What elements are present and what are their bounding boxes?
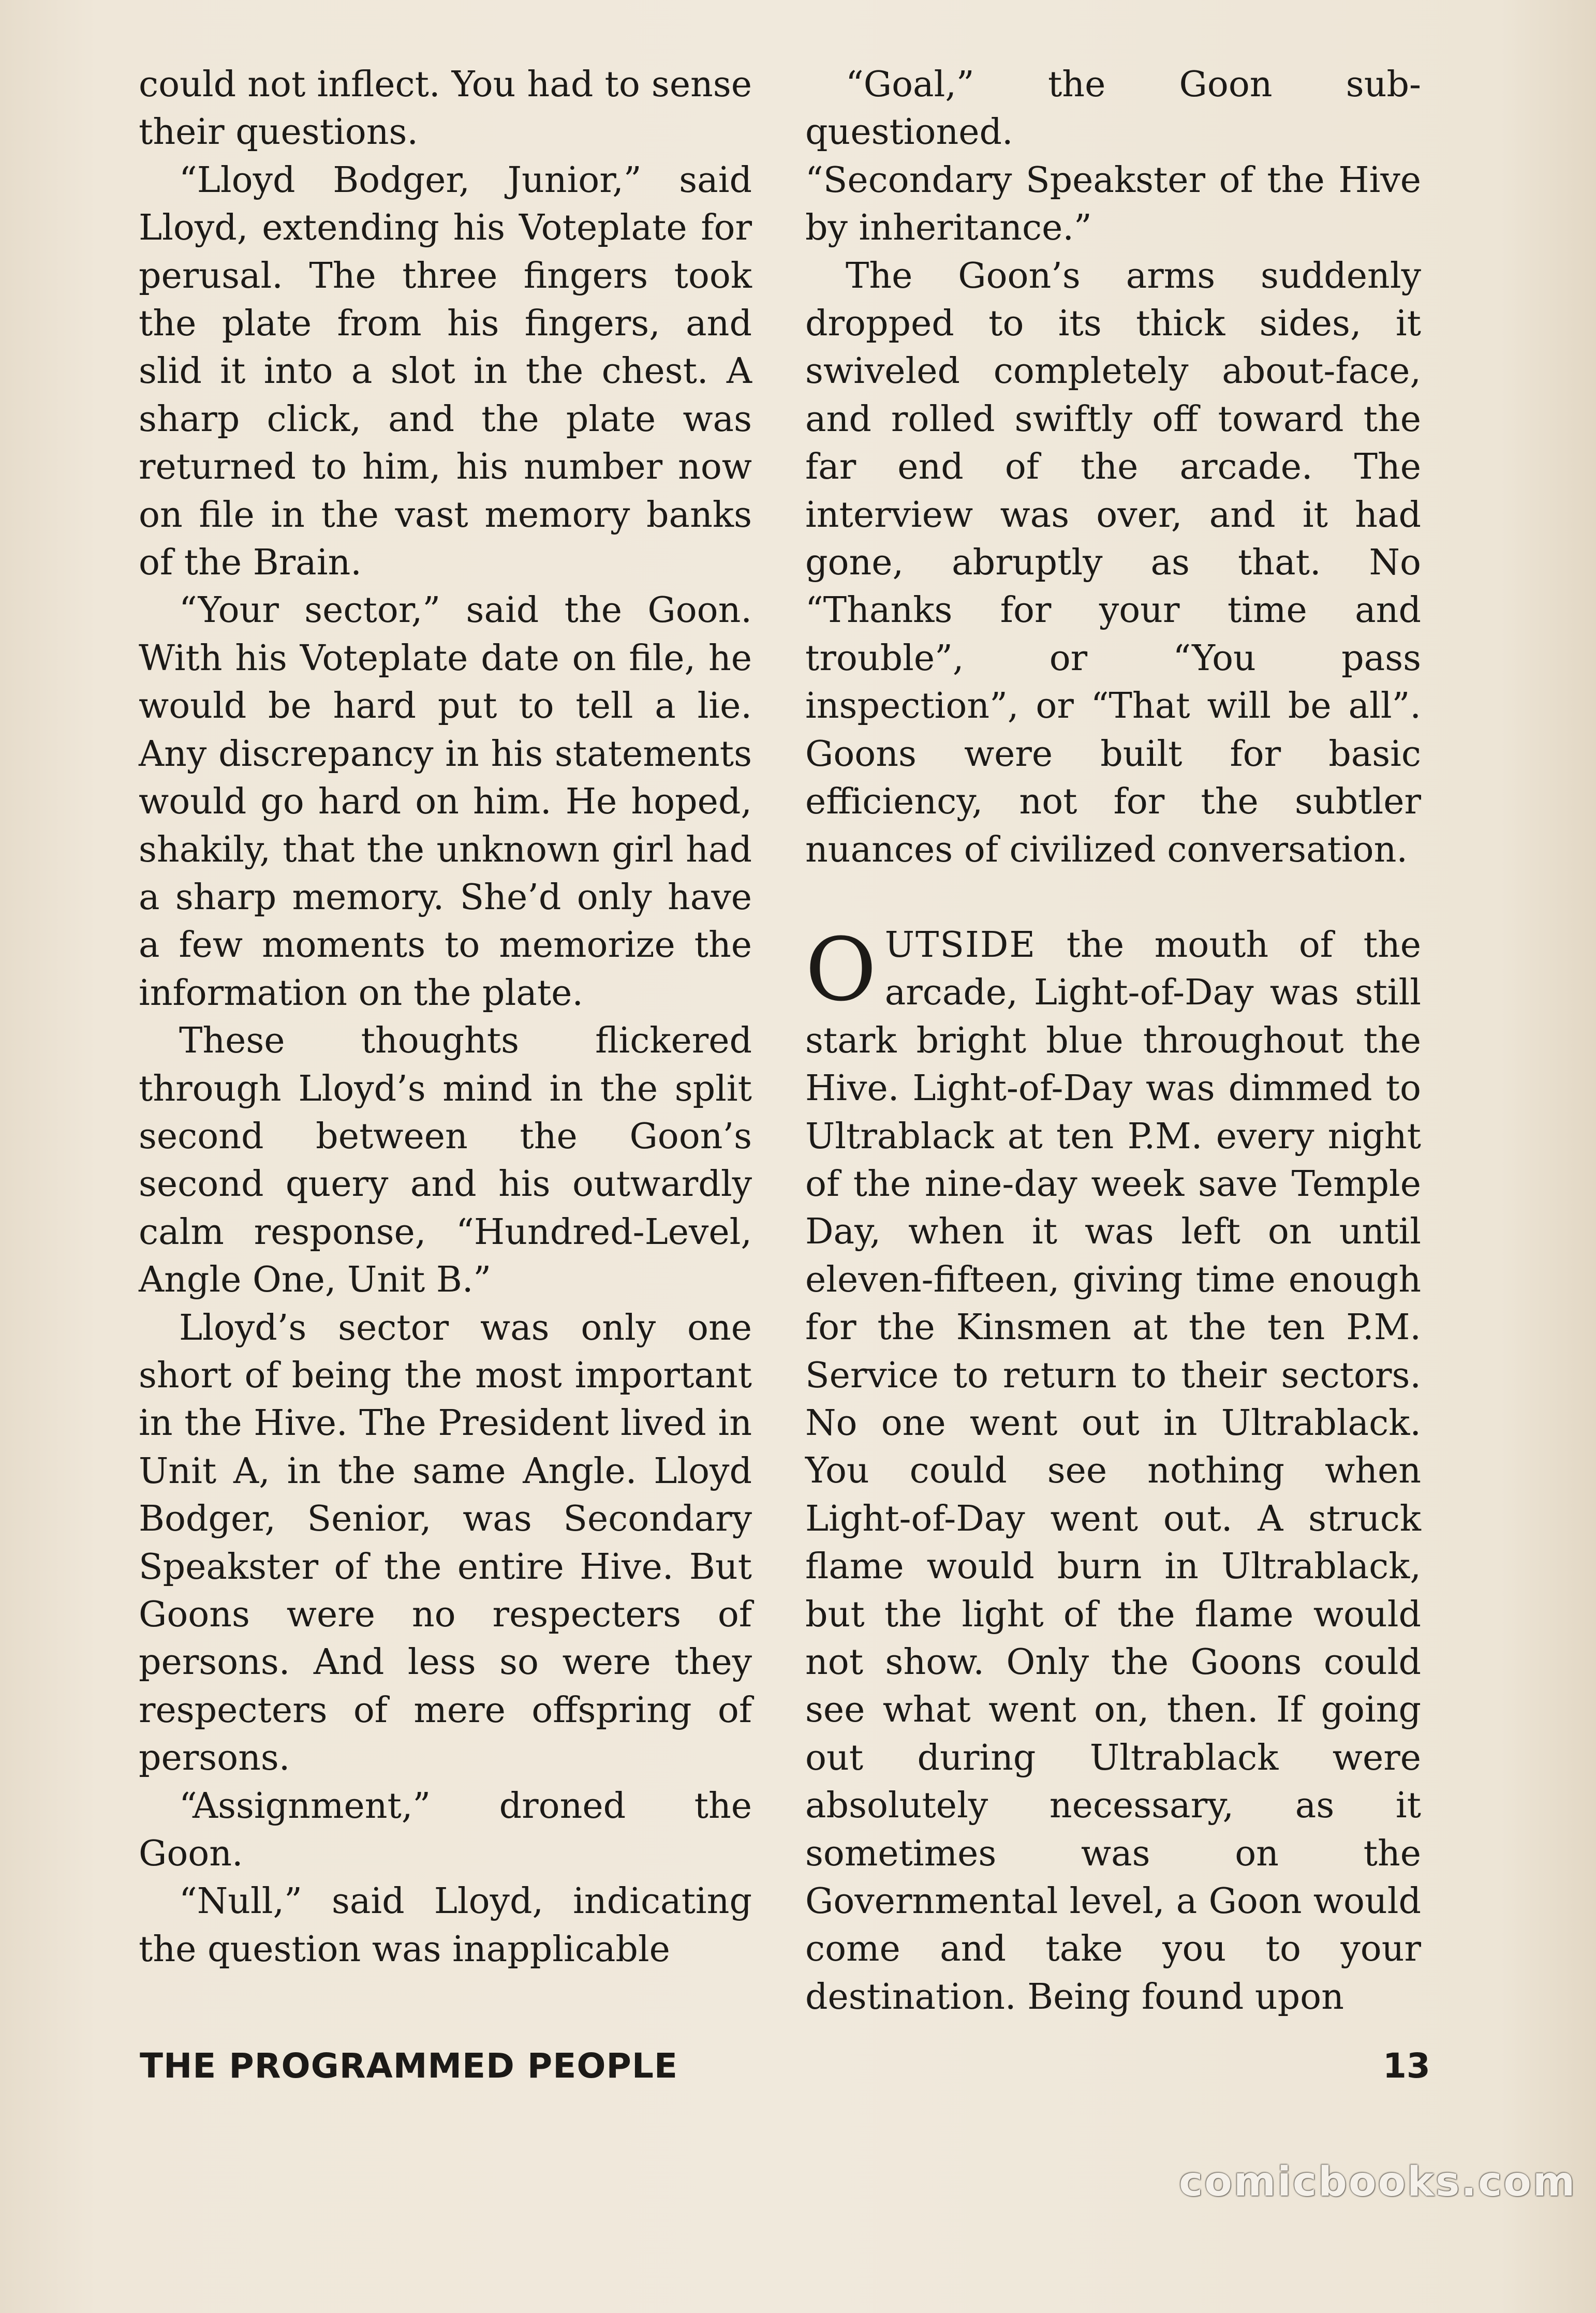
paragraph: could not inflect. You had to sense their questions.	[139, 64, 752, 153]
site-watermark: comicbooks.com	[1179, 2159, 1577, 2205]
paragraph: “Goal,” the Goon sub-questioned.	[805, 64, 1421, 153]
paragraph: “Assignment,” droned the Goon.	[139, 1785, 752, 1875]
section-opening-paragraph	[805, 918, 1421, 2021]
paragraph: “Your sector,” said the Goon. With his Voteplate date on file, he would be hard put to tell a lie. Any discrepancy in his statements would go hard on him. He hoped, shakily, that the unknown girl had a sharp memory. She’d only have a few moments to memorize the information on the plate.	[139, 590, 752, 1014]
paragraph: “Secondary Speakster of the Hive by inheritance.”	[805, 159, 1421, 249]
paragraph: The Goon’s arms suddenly dropped to its thick sides, it swiveled completely about-face, and rolled swiftly off toward the far end of the arcade. The interview was over, and it had gone, abruptly as that. No “Thanks for your time and trouble”, or “You pass inspection”, or “That will be all”. Goons were built for basic efficiency, not for the subtler nuances of civilized conversation.	[805, 255, 1421, 870]
paragraph: These thoughts flickered through Lloyd’s mind in the split second between the Goon’s second query and his outwardly calm response, “Hundred-Level, Angle One, Unit B.”	[139, 1020, 752, 1301]
left-text-column	[139, 61, 752, 1974]
drop-cap: O	[805, 918, 877, 1020]
running-title: THE PROGRAMMED PEOPLE	[140, 2046, 678, 2086]
paragraph: “Lloyd Bodger, Junior,” said Lloyd, extending his Voteplate for perusal. The three fingers took the plate from his fingers, and slid it into a slot in the chest. A sharp click, and the plate was returned to him, his number now on file in the vast memory banks of the Brain.	[139, 159, 752, 584]
paragraph: “Null,” said Lloyd, indicating the question was inapplicable	[139, 1881, 752, 1970]
right-text-column	[805, 61, 1421, 2021]
lead-word: UTSIDE	[884, 924, 1037, 966]
page-number: 13	[1383, 2046, 1430, 2086]
paragraph-text: the mouth of the arcade, Light-of-Day was still stark bright blue throughout the Hive. Light-of-Day was dimmed to Ultrablack at ten P.M. every night of the nine-day week save Temple Day, when it was left on until eleven-fifteen, giving time enough for the Kinsmen at the ten P.M. Service to return to their sectors. No one went out in Ultrablack. You could see nothing when Light-of-Day went out. A struck flame would burn in Ultrablack, but the light of the flame would not show. Only the Goons could see what went on, then. If going out during Ultrablack were absolutely necessary, as it sometimes was on the Governmental level, a Goon would come and take you to your destination. Being found upon	[805, 924, 1421, 2018]
paragraph: Lloyd’s sector was only one short of being the most important in the Hive. The President lived in Unit A, in the same Angle. Lloyd Bodger, Senior, was Secondary Speakster of the entire Hive. But Goons were no respecters of persons. And less so were they respecters of mere offspring of persons.	[139, 1307, 752, 1779]
